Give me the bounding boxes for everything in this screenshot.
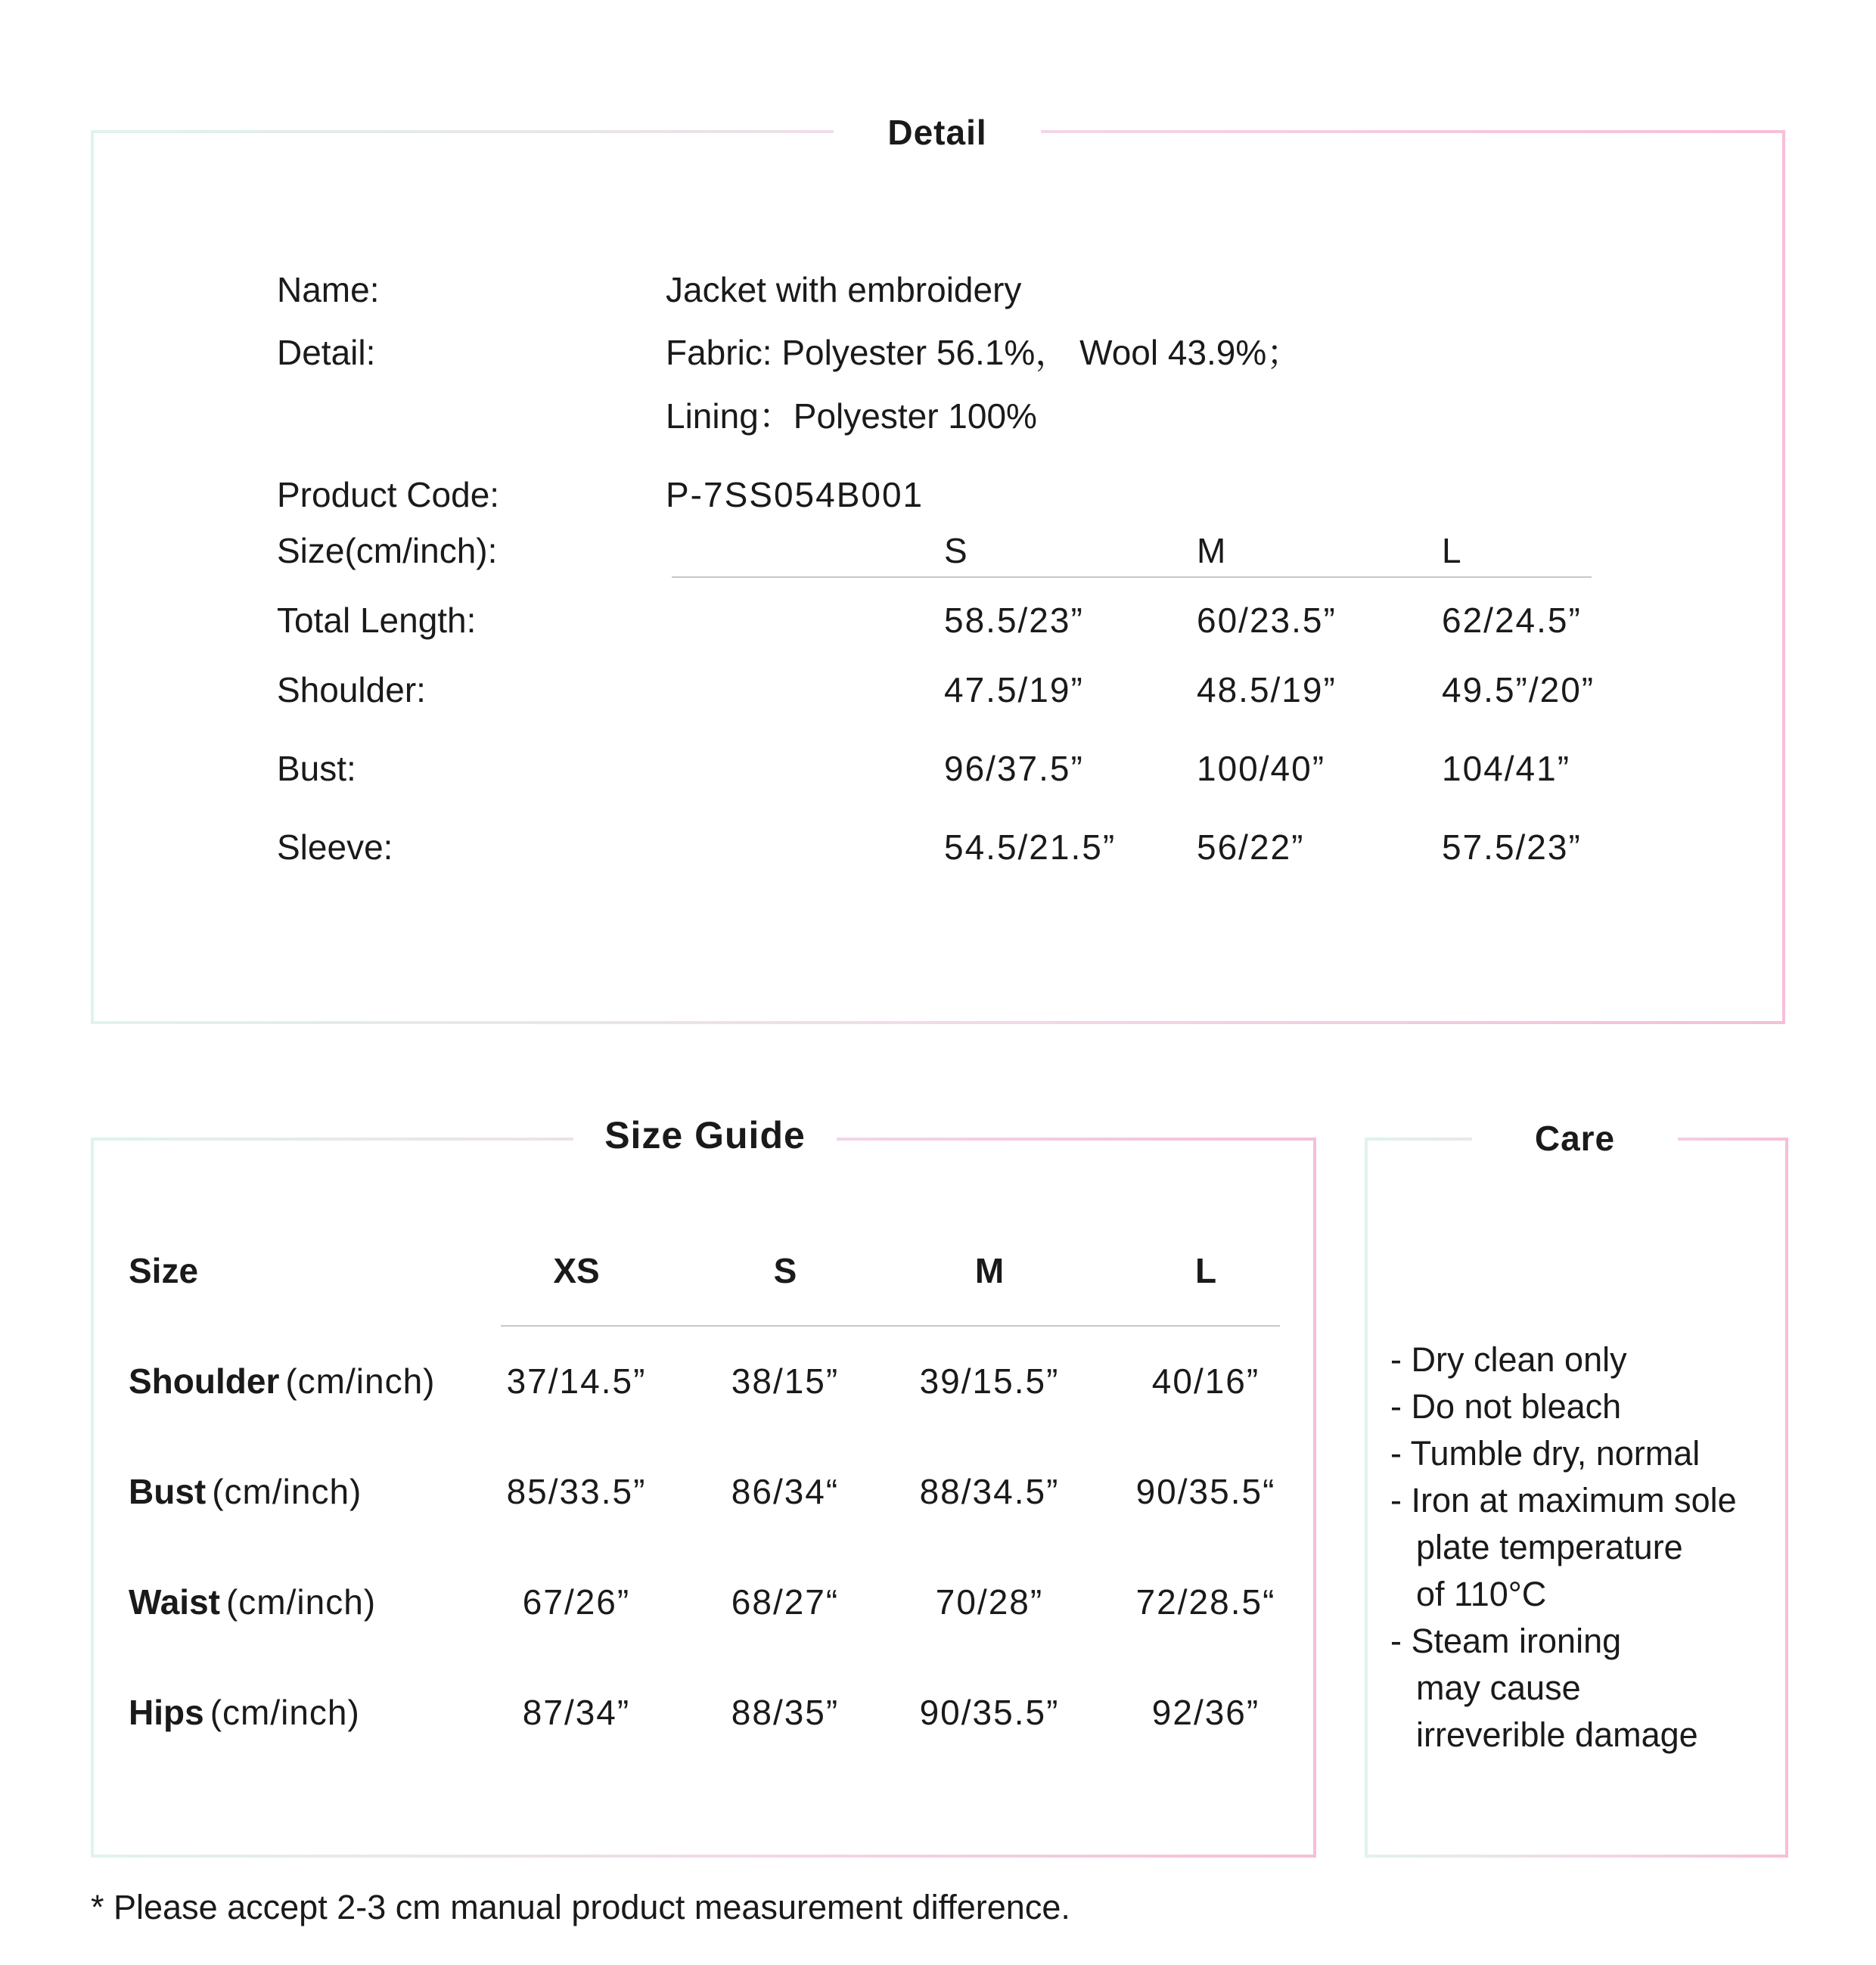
measure-name: Waist xyxy=(129,1582,220,1622)
care-instruction: irreverible damage xyxy=(1416,1715,1698,1754)
detail-cell: 47.5/19” xyxy=(944,670,1084,709)
measure-name: Hips xyxy=(129,1693,204,1732)
size-guide-cell: 87/34” xyxy=(522,1693,631,1732)
size-guide-cell: 39/15.5” xyxy=(919,1361,1060,1401)
measure-name: Bust xyxy=(129,1472,207,1511)
size-guide-row-label xyxy=(129,1470,362,1513)
care-title: Care xyxy=(1472,1112,1678,1165)
size-guide-row-label xyxy=(129,1360,435,1402)
care-instruction: - Dry clean only xyxy=(1390,1340,1627,1379)
size-guide-cell: 88/34.5” xyxy=(919,1472,1060,1511)
detail-size-m: M xyxy=(1197,531,1226,570)
detail-cell: 104/41” xyxy=(1442,749,1571,788)
size-guide-cell: 40/16” xyxy=(1151,1361,1260,1401)
measure-unit: (cm/inch) xyxy=(210,1693,360,1732)
detail-cell: 62/24.5” xyxy=(1442,601,1582,640)
detail-size-s: S xyxy=(944,531,968,570)
detail-label: Detail: xyxy=(277,333,376,372)
measurement-footnote: * Please accept 2-3 cm manual product measurement difference. xyxy=(91,1888,1070,1926)
size-guide-cell: 90/35.5” xyxy=(919,1693,1060,1732)
product-code-value: P-7SS054B001 xyxy=(666,475,924,514)
name-value: Jacket with embroidery xyxy=(666,270,1022,309)
size-guide-cell: 88/35” xyxy=(731,1693,840,1732)
care-instruction: - Do not bleach xyxy=(1390,1387,1622,1426)
size-guide-size-m: M xyxy=(974,1251,1005,1290)
care-instruction: may cause xyxy=(1416,1669,1581,1707)
size-guide-cell: 92/36” xyxy=(1151,1693,1260,1732)
detail-size-divider xyxy=(672,576,1592,578)
care-instruction: plate temperature xyxy=(1416,1528,1683,1566)
size-guide-divider xyxy=(501,1325,1280,1327)
size-guide-cell: 90/35.5“ xyxy=(1135,1472,1276,1511)
size-guide-cell: 68/27“ xyxy=(731,1582,840,1622)
name-label: Name: xyxy=(277,270,380,309)
size-guide-row-label xyxy=(129,1691,360,1734)
size-guide-cell: 38/15” xyxy=(731,1361,840,1401)
size-guide-cell: 67/26” xyxy=(522,1582,631,1622)
detail-row-label: Bust: xyxy=(277,749,356,788)
care-instruction: of 110°C xyxy=(1416,1575,1547,1613)
detail-row-label: Shoulder: xyxy=(277,670,426,709)
detail-cell: 100/40” xyxy=(1197,749,1326,788)
detail-title: Detail xyxy=(834,106,1041,159)
size-guide-header: Size xyxy=(129,1251,199,1290)
measure-unit: (cm/inch) xyxy=(212,1472,362,1511)
detail-cell: 96/37.5” xyxy=(944,749,1084,788)
detail-cell: 60/23.5” xyxy=(1197,601,1337,640)
care-instruction: - Steam ironing xyxy=(1390,1622,1622,1660)
detail-lining: Lining：Polyester 100% xyxy=(666,396,1037,436)
size-guide-row-label xyxy=(129,1581,376,1623)
detail-cell: 54.5/21.5” xyxy=(944,827,1117,867)
detail-cell: 57.5/23” xyxy=(1442,827,1582,867)
size-guide-title: Size Guide xyxy=(573,1109,837,1162)
detail-row-label: Sleeve: xyxy=(277,827,393,867)
size-guide-cell: 72/28.5“ xyxy=(1135,1582,1276,1622)
detail-cell: 58.5/23” xyxy=(944,601,1084,640)
size-guide-cell: 85/33.5” xyxy=(506,1472,647,1511)
care-instruction: - Tumble dry, normal xyxy=(1390,1434,1701,1473)
measure-name: Shoulder xyxy=(129,1361,280,1401)
detail-size-l: L xyxy=(1442,531,1461,570)
detail-row-label: Total Length: xyxy=(277,601,477,640)
size-guide-size-l: L xyxy=(1194,1251,1217,1290)
measure-unit: (cm/inch) xyxy=(225,1582,377,1622)
measure-unit: (cm/inch) xyxy=(285,1361,436,1401)
detail-cell: 56/22” xyxy=(1197,827,1305,867)
detail-cell: 48.5/19” xyxy=(1197,670,1337,709)
size-guide-cell: 70/28” xyxy=(935,1582,1044,1622)
detail-cell: 49.5”/20” xyxy=(1442,670,1595,709)
size-guide-size-s: S xyxy=(773,1251,797,1290)
size-guide-cell: 37/14.5” xyxy=(506,1361,647,1401)
size-guide-cell: 86/34“ xyxy=(731,1472,840,1511)
size-label: Size(cm/inch): xyxy=(277,531,498,570)
product-code-label: Product Code: xyxy=(277,475,500,514)
care-instruction: - Iron at maximum sole xyxy=(1390,1481,1737,1520)
size-guide-size-xs: XS xyxy=(553,1251,600,1290)
detail-fabric: Fabric: Polyester 56.1%， Wool 43.9%； xyxy=(666,333,1302,372)
